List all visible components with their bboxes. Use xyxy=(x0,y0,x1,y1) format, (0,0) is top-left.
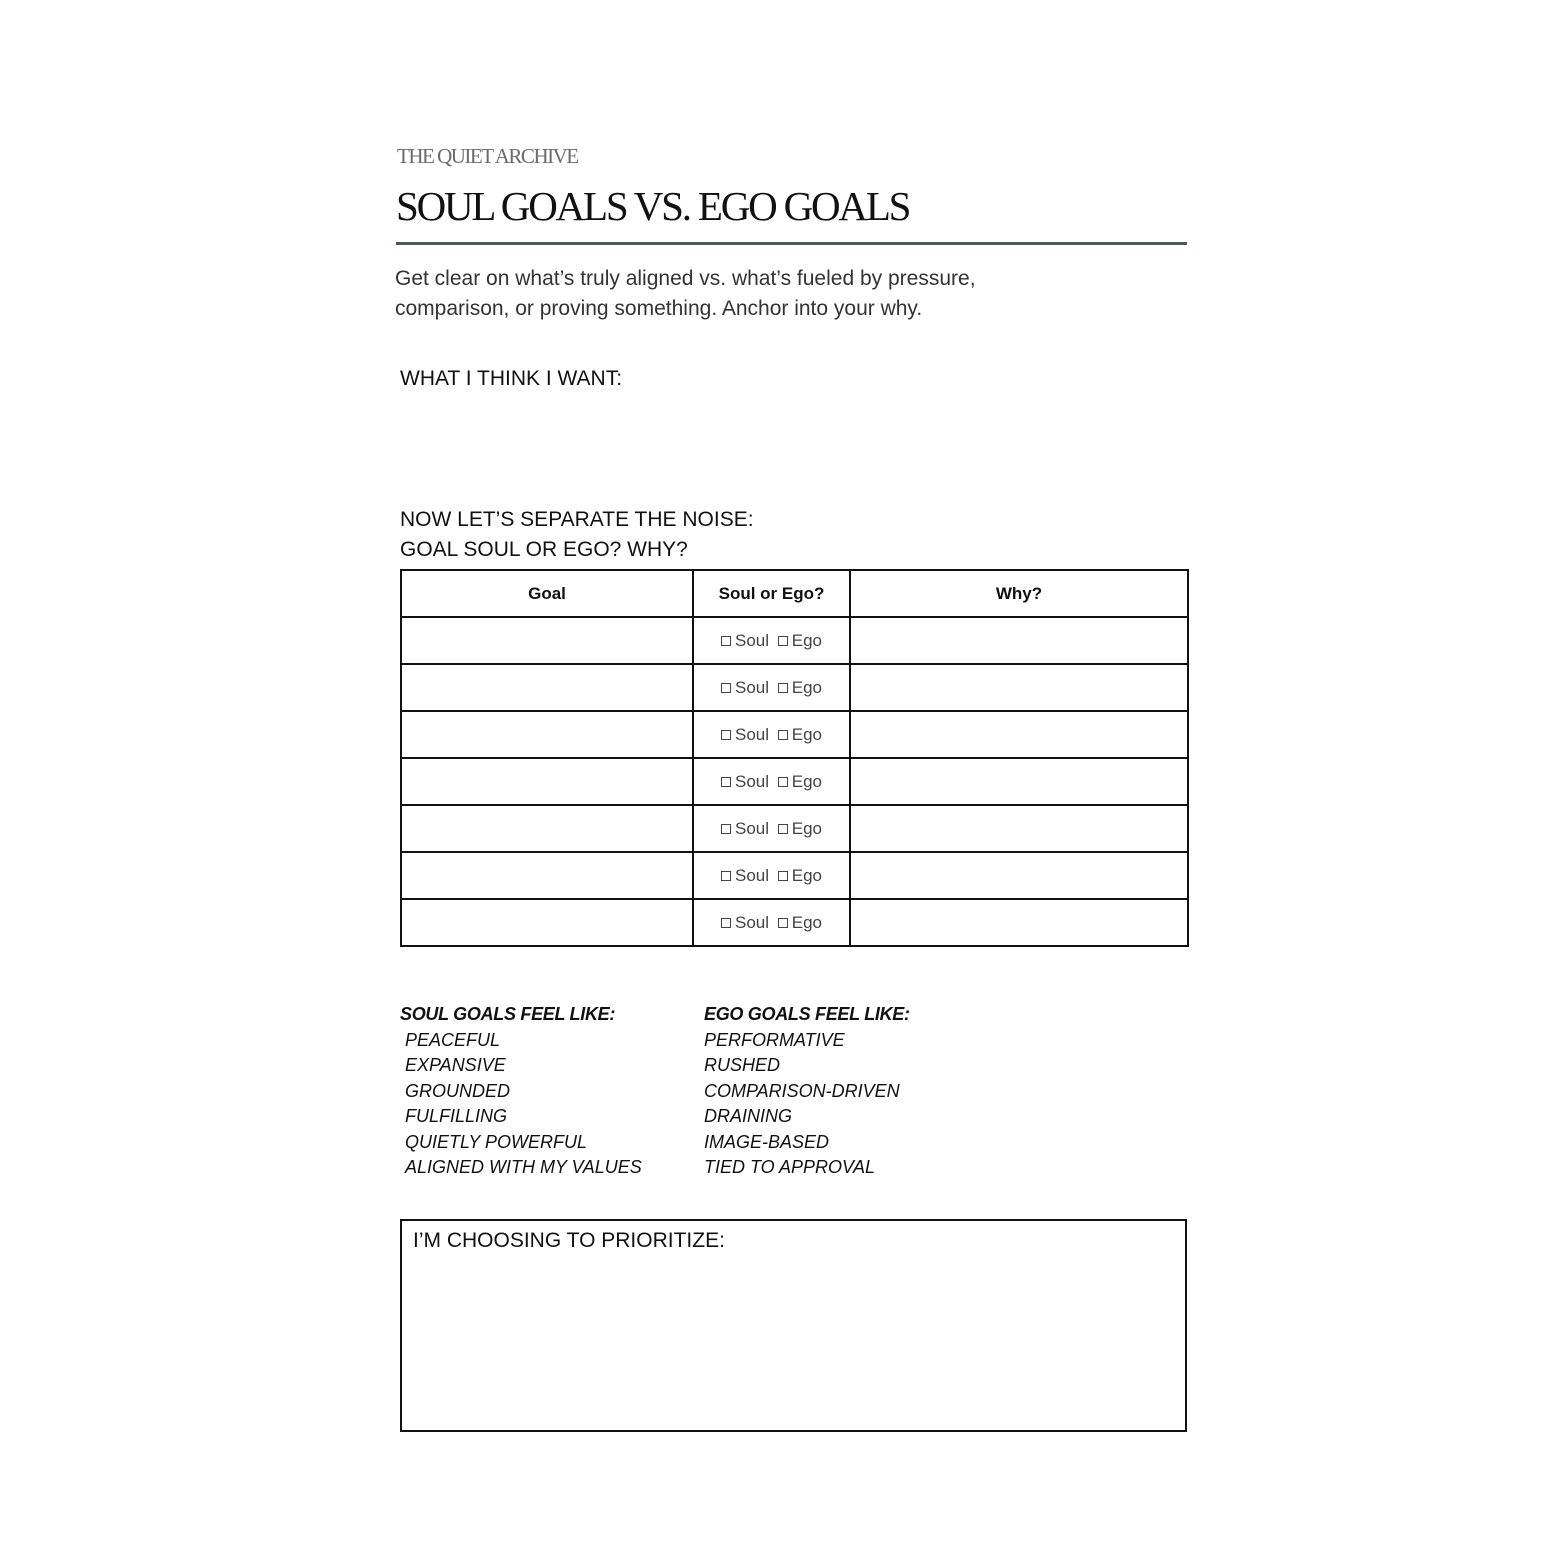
soul-or-ego-cell xyxy=(693,617,850,664)
prioritize-label: I’M CHOOSING TO PRIORITIZE: xyxy=(413,1229,725,1252)
soul-checkbox[interactable] xyxy=(721,918,731,928)
ego-goals-heading: EGO GOALS FEEL LIKE: xyxy=(704,1004,910,1024)
why-cell[interactable] xyxy=(850,805,1188,852)
ego-checkbox[interactable] xyxy=(778,730,788,740)
ego-goal-item: PERFORMATIVE xyxy=(704,1029,845,1050)
soul-goal-item: QUIETLY POWERFUL xyxy=(405,1131,588,1152)
why-column-header: Why? xyxy=(850,570,1188,617)
goal-cell[interactable] xyxy=(401,899,693,946)
soul-or-ego-cell xyxy=(693,852,850,899)
ego-checkbox[interactable] xyxy=(778,824,788,834)
ego-checkbox[interactable] xyxy=(778,918,788,928)
ego-option-label: Ego xyxy=(791,677,822,697)
prioritize-input[interactable] xyxy=(412,1265,1176,1424)
goal-column-header: Goal xyxy=(401,570,693,617)
ego-goal-item: COMPARISON-DRIVEN xyxy=(704,1080,900,1101)
soul-or-ego-column-header: Soul or Ego? xyxy=(693,570,850,617)
soul-goal-item: ALIGNED WITH MY VALUES xyxy=(405,1157,642,1177)
ego-checkbox[interactable] xyxy=(778,636,788,646)
ego-option-label: Ego xyxy=(791,912,822,932)
goal-cell[interactable] xyxy=(401,805,693,852)
want-input[interactable] xyxy=(400,400,1191,499)
separate-noise-line-1: NOW LET’S SEPARATE THE NOISE: xyxy=(400,508,754,531)
goal-cell[interactable] xyxy=(401,852,693,899)
table-row xyxy=(401,711,1188,758)
why-cell[interactable] xyxy=(850,758,1188,805)
soul-checkbox[interactable] xyxy=(721,730,731,740)
soul-or-ego-cell xyxy=(693,758,850,805)
intro-line-2: comparison, or proving something. Anchor into your why. xyxy=(395,297,923,320)
ego-goal-item: DRAINING xyxy=(704,1106,793,1126)
soul-checkbox[interactable] xyxy=(721,636,731,646)
brand-name: THE QUIET ARCHIVE xyxy=(397,144,578,168)
prioritize-box xyxy=(400,1219,1187,1432)
separate-noise-heading xyxy=(400,505,754,565)
soul-option-label: Soul xyxy=(734,630,770,650)
goals-table xyxy=(400,569,1189,947)
soul-or-ego-cell xyxy=(693,711,850,758)
table-row xyxy=(401,899,1188,946)
title-divider xyxy=(396,242,1187,245)
table-row xyxy=(401,852,1188,899)
page-title: SOUL GOALS VS. EGO GOALS xyxy=(396,183,910,229)
ego-option-label: Ego xyxy=(791,724,822,744)
soul-checkbox[interactable] xyxy=(721,683,731,693)
ego-goal-item: RUSHED xyxy=(704,1055,781,1075)
table-row xyxy=(401,805,1188,852)
soul-goal-item: GROUNDED xyxy=(405,1080,511,1101)
goal-cell[interactable] xyxy=(401,617,693,664)
intro-line-1: Get clear on what’s truly aligned vs. what’s fueled by pressure, xyxy=(395,267,976,290)
soul-goals-heading: SOUL GOALS FEEL LIKE: xyxy=(400,1004,616,1024)
why-cell[interactable] xyxy=(850,711,1188,758)
intro-text xyxy=(395,264,1095,324)
soul-goal-item: EXPANSIVE xyxy=(405,1055,506,1075)
table-row xyxy=(401,617,1188,664)
soul-option-label: Soul xyxy=(734,771,770,791)
soul-option-label: Soul xyxy=(734,865,770,885)
why-cell[interactable] xyxy=(850,899,1188,946)
table-row xyxy=(401,664,1188,711)
ego-option-label: Ego xyxy=(791,771,822,791)
goal-cell[interactable] xyxy=(401,758,693,805)
soul-or-ego-cell xyxy=(693,805,850,852)
ego-goals-list xyxy=(704,1002,910,1181)
ego-checkbox[interactable] xyxy=(778,683,788,693)
table-row xyxy=(401,758,1188,805)
ego-checkbox[interactable] xyxy=(778,871,788,881)
soul-checkbox[interactable] xyxy=(721,777,731,787)
ego-option-label: Ego xyxy=(791,865,822,885)
soul-goals-list xyxy=(400,1002,642,1181)
ego-option-label: Ego xyxy=(791,630,822,650)
goals-table-header xyxy=(401,570,1188,617)
soul-option-label: Soul xyxy=(734,818,770,838)
want-label: WHAT I THINK I WANT: xyxy=(400,367,623,390)
ego-option-label: Ego xyxy=(791,818,822,838)
why-cell[interactable] xyxy=(850,664,1188,711)
soul-option-label: Soul xyxy=(734,912,770,932)
goal-cell[interactable] xyxy=(401,711,693,758)
soul-or-ego-cell xyxy=(693,899,850,946)
soul-goal-item: PEACEFUL xyxy=(405,1029,501,1050)
soul-option-label: Soul xyxy=(734,677,770,697)
ego-goal-item: IMAGE-BASED xyxy=(704,1131,830,1152)
goal-cell[interactable] xyxy=(401,664,693,711)
why-cell[interactable] xyxy=(850,617,1188,664)
soul-checkbox[interactable] xyxy=(721,824,731,834)
why-cell[interactable] xyxy=(850,852,1188,899)
ego-goal-item: TIED TO APPROVAL xyxy=(704,1157,876,1177)
soul-goal-item: FULFILLING xyxy=(405,1106,508,1126)
soul-option-label: Soul xyxy=(734,724,770,744)
separate-noise-line-2: GOAL SOUL OR EGO? WHY? xyxy=(400,538,688,561)
soul-checkbox[interactable] xyxy=(721,871,731,881)
soul-or-ego-cell xyxy=(693,664,850,711)
ego-checkbox[interactable] xyxy=(778,777,788,787)
